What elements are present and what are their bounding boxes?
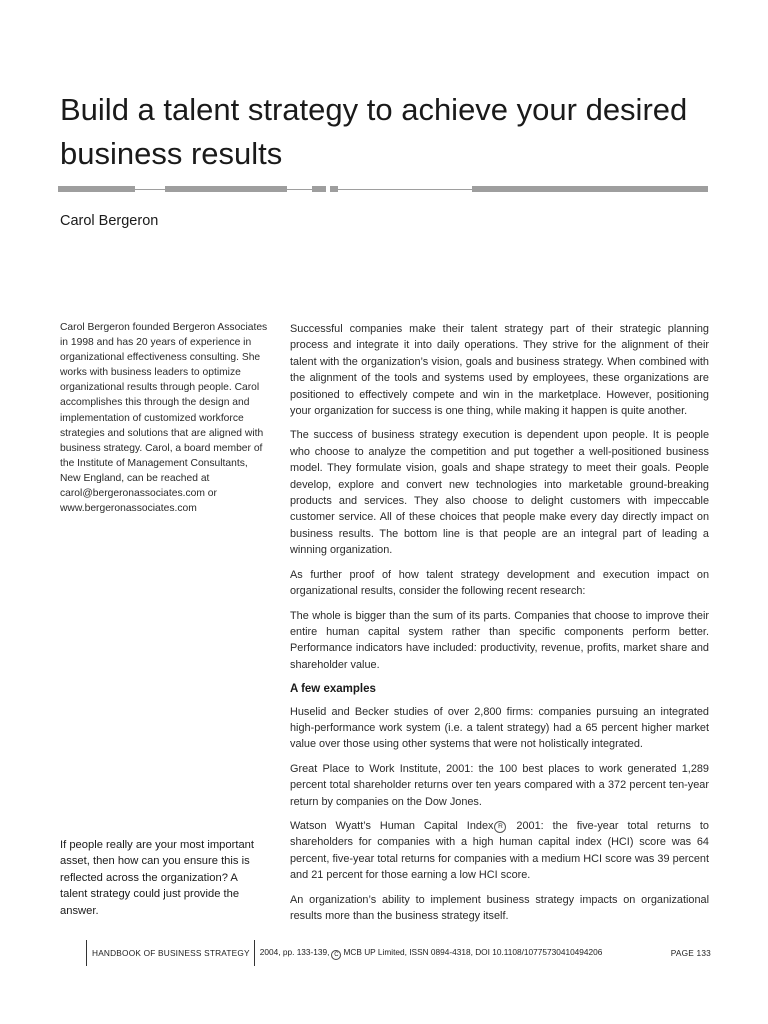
body-paragraph: An organization’s ability to implement business strategy impacts on organizational results more than the business strategy itself. <box>290 893 709 922</box>
body-paragraph: Huselid and Becker studies of over 2,800 firms: companies pursuing an integrated high-performance work system (i.e. a talent strategy) had a 65 percent higher market value over those using other systems that were not holistically integrated. <box>290 705 709 751</box>
body-paragraph <box>290 818 709 884</box>
citation <box>255 947 671 960</box>
page-number: PAGE 133 <box>670 948 711 958</box>
main-column <box>290 321 709 932</box>
article-title: Build a talent strategy to achieve your desired business results <box>60 92 688 171</box>
author-name: Carol Bergeron <box>60 213 159 229</box>
citation-text: MCB UP Limited, ISSN 0894-4318, DOI 10.1108/10775730410494206 <box>343 946 603 957</box>
body-paragraph: Successful companies make their talent strategy part of their strategic planning process and integrate it into daily operations. They strive for the alignment of their talent with the organization’s vision, goals and business strategy. When combined with the alignment of the tools and systems used by employees, these organizations are positioned to effectively compete and win in the marketplace. However, positioning your organization for success is one thing, while making it happen is quite another. <box>290 323 709 418</box>
body-paragraph: The success of business strategy execution is dependent upon people. It is people who choose to analyze the competition and put together a well-positioned business model. They formulate vision, goals and shape strategy to meet their goals. People develop, explore and convert new technologies into marketable ground-breaking products and services. They also choose to delight customers with impeccable customer service. All of these choices that people make every day directly impact on business results. The bottom line is that people are an integral part of leading a winning organization. <box>290 429 709 557</box>
author-bio: Carol Bergeron founded Bergeron Associates in 1998 and has 20 years of experience in organizational effectiveness consulting. She works with business leaders to optimize organizational results through people. Carol accomplishes this through the design and implementation of customized workforce strategies and solutions that are aligned with business strategy. Carol, a board member of the Institute of Management Consultants, New England, can be reached at carol@bergeronassociates.com or www.bergeronassociates.com <box>60 322 268 515</box>
body-paragraph: Great Place to Work Institute, 2001: the 100 best places to work generated 1,289 percent total shareholder returns over ten years compared with a 372 percent ten-year return by companies on the Dow Jones. <box>290 762 709 808</box>
citation-text: 2004, pp. 133-139, <box>259 946 330 957</box>
journal-name: HANDBOOK OF BUSINESS STRATEGY <box>92 948 250 958</box>
section-heading: A few examples <box>290 683 376 696</box>
pull-quote: If people really are your most important asset, then how can you ensure this is reflected across the organization? A talent strategy could just provide the answer. <box>60 839 255 917</box>
body-text: Watson Wyatt’s Human Capital Index <box>290 819 494 832</box>
body-paragraph: The whole is bigger than the sum of its parts. Companies that choose to improve their entire human capital system rather than specific components perform better. Performance indicators have included: productivity, revenue, profits, market share and shareholder value. <box>290 609 709 671</box>
registered-mark-icon: R <box>494 821 506 833</box>
copyright-icon: C <box>331 950 341 960</box>
page-footer <box>86 940 711 966</box>
body-paragraph: As further proof of how talent strategy development and execution impact on organizational results, consider the following recent research: <box>290 568 709 598</box>
body-text: 2001: the five-year total returns to shareholders for companies with a high human capital index (HCI) score was 64 percent, five-year total returns for companies with a medium HCI score was 39 percent and 21 percent for those earning a low HCI score. <box>290 819 709 882</box>
